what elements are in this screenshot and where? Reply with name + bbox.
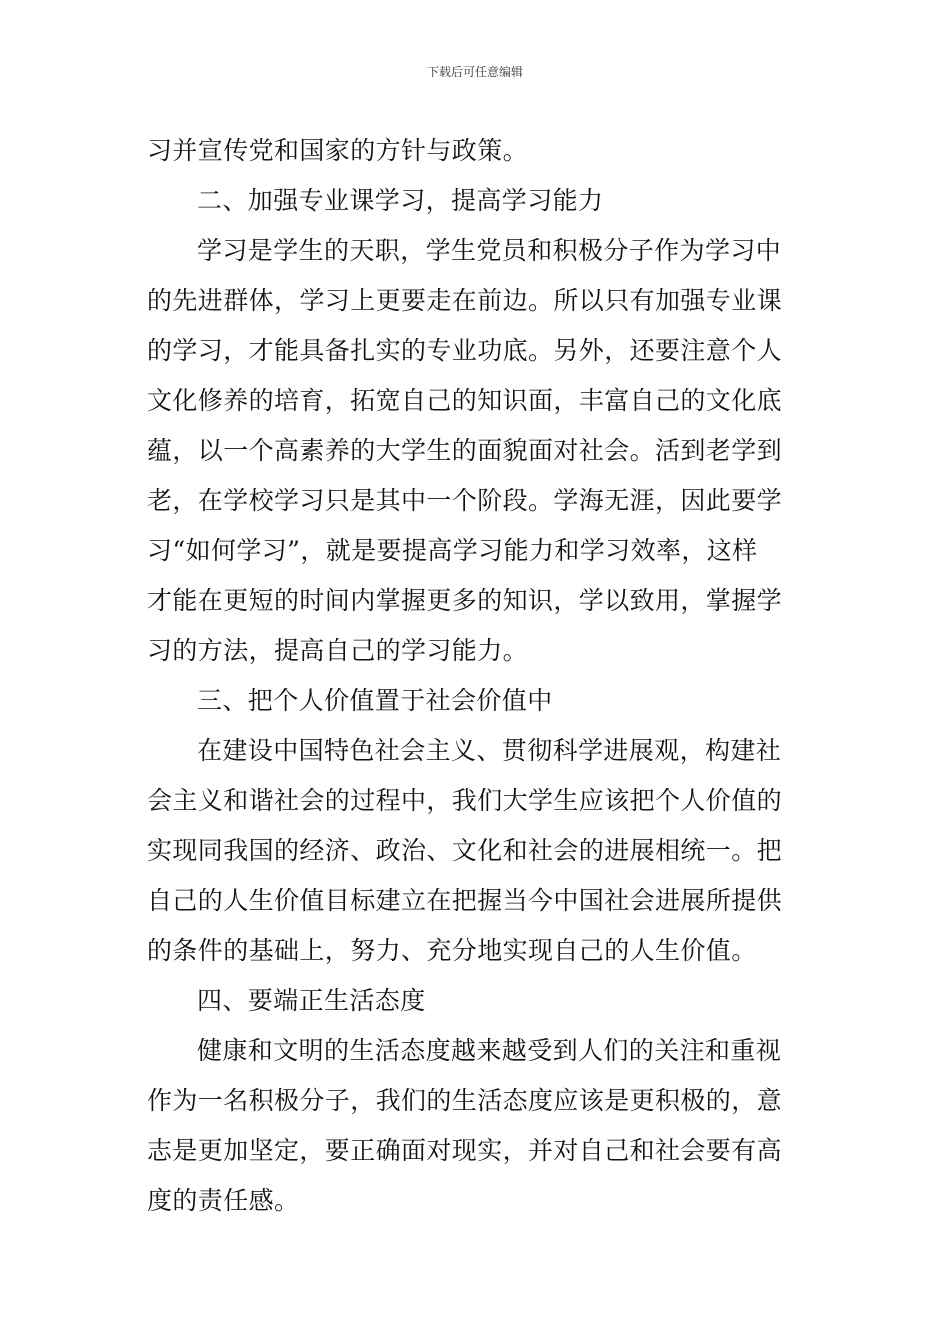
page-header: 下载后可任意编辑 xyxy=(426,65,523,79)
document-body xyxy=(147,126,807,1226)
text-line: 的条件的基础上，努力、充分地实现自己的人生价值。 xyxy=(147,936,757,965)
text-line: 才能在更短的时间内掌握更多的知识，学以致用，掌握学 xyxy=(147,586,783,615)
text-line: 的学习，才能具备扎实的专业功底。另外，还要注意个人 xyxy=(147,336,783,365)
text-line: 的先进群体，学习上更要走在前边。所以只有加强专业课 xyxy=(147,286,783,315)
text-line: 老，在学校学习只是其中一个阶段。学海无涯，因此要学 xyxy=(147,486,783,515)
text-line: 健康和文明的生活态度越来越受到人们的关注和重视 xyxy=(197,1036,782,1065)
text-line: 会主义和谐社会的过程中，我们大学生应该把个人价值的 xyxy=(147,786,783,815)
text-line: 度的责任感。 xyxy=(147,1186,300,1215)
text-line: 学习是学生的天职，学生党员和积极分子作为学习中 xyxy=(197,236,782,265)
text-line: 蕴，以一个高素养的大学生的面貌面对社会。活到老学到 xyxy=(147,436,783,465)
text-line: 在建设中国特色社会主义、贯彻科学进展观，构建社 xyxy=(197,736,782,765)
text-line: 作为一名积极分子，我们的生活态度应该是更积极的，意 xyxy=(147,1086,783,1115)
text-line: 四、要端正生活态度 xyxy=(197,986,426,1015)
text-line: 三、把个人价值置于社会价值中 xyxy=(197,686,553,715)
text-line: 二、加强专业课学习，提高学习能力 xyxy=(197,186,604,215)
text-line: 习的方法，提高自己的学习能力。 xyxy=(147,636,529,665)
text-line: 习并宣传党和国家的方针与政策。 xyxy=(147,136,529,165)
text-line: 习“如何学习”，就是要提高学习能力和学习效率，这样 xyxy=(147,536,758,565)
text-line: 实现同我国的经济、政治、文化和社会的进展相统一。把 xyxy=(147,836,783,865)
text-line: 自己的人生价值目标建立在把握当今中国社会进展所提供 xyxy=(147,886,783,915)
text-line: 文化修养的培育，拓宽自己的知识面，丰富自己的文化底 xyxy=(147,386,783,415)
text-line: 志是更加坚定，要正确面对现实，并对自己和社会要有高 xyxy=(147,1136,783,1165)
